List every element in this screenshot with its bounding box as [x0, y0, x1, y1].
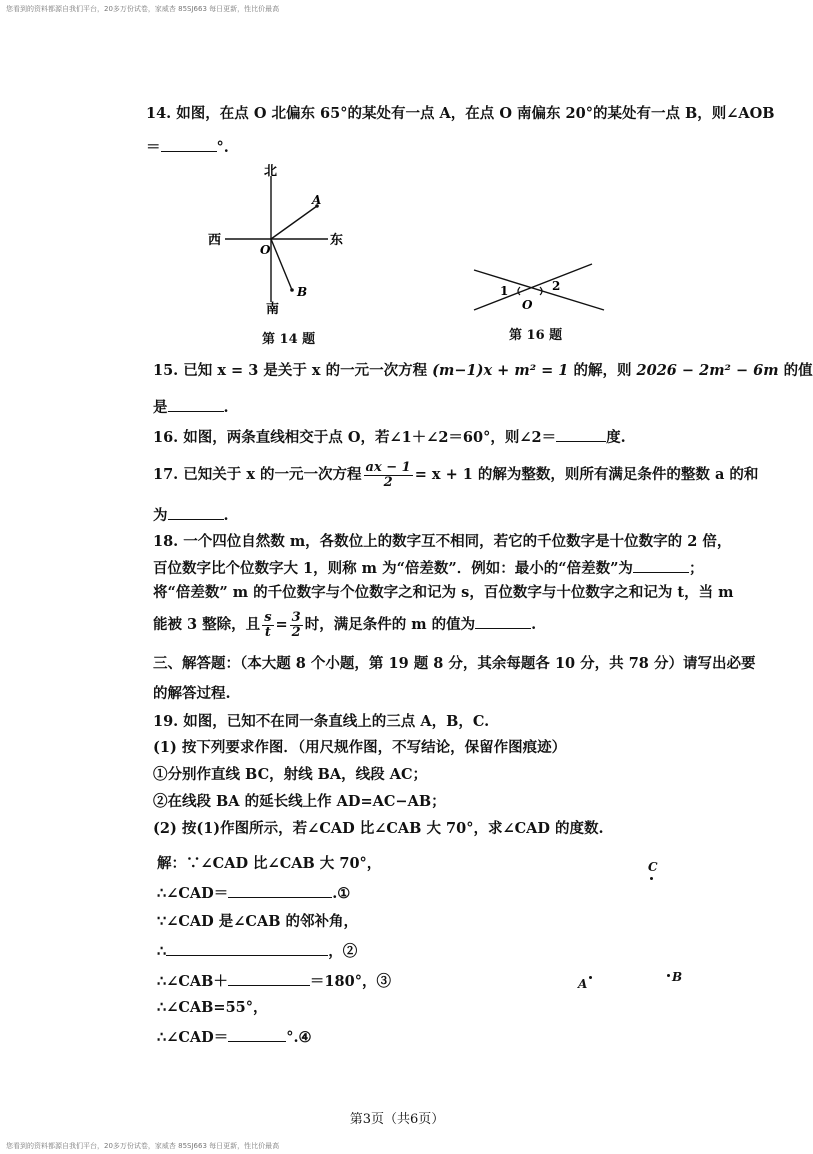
q17-mid: = x + 1 的解为整数，则所有满足条件的整数 a 的和: [414, 466, 759, 483]
q16-line: [153, 426, 626, 448]
q19-line4: ②在线段 BA 的延长线上作 AD=AC−AB；: [153, 793, 446, 810]
section3-line1: 三、解答题：（本大题 8 个小题，第 19 题 8 分，其余每题各 10 分，共 78 分）请写出必要: [153, 655, 756, 672]
q19-point-A-label: A: [578, 977, 588, 991]
fig14-north-label: 北: [264, 164, 278, 179]
q19-s5-post: ＝180°，③: [309, 973, 391, 990]
q19-answer-blank-4[interactable]: [228, 1026, 286, 1042]
q18-l4-mid: 时，满足条件的 m 的值为: [304, 616, 476, 633]
q18-frac2-num: 3: [291, 609, 301, 625]
q19-s2-post: .①: [332, 885, 351, 902]
q19-line2: (1) 按下列要求作图．（用尺规作图，不写结论，保留作图痕迹）: [153, 739, 567, 756]
section3-line2: 的解答过程.: [153, 685, 231, 702]
q19-solution-line2: [157, 882, 350, 904]
q18-l2-post: ；: [688, 560, 704, 577]
q19-solution-line1: 解：∵∠CAD 比∠CAB 大 70°，: [157, 855, 382, 872]
q17-answer-blank[interactable]: [168, 504, 224, 520]
q15-expression: 2026 − 2m² − 6m: [636, 362, 779, 379]
q19-point-A-dot: [589, 976, 592, 979]
q15-equation: (m−1)x + m² = 1: [432, 362, 569, 379]
q14-suffix: °.: [216, 139, 229, 156]
q18-frac1-den: t: [264, 624, 271, 640]
q18-l4-post: .: [531, 616, 537, 633]
q17-frac-den: 2: [383, 474, 393, 490]
q18-frac2-den: 2: [291, 624, 301, 640]
q14-answer-blank[interactable]: [161, 136, 217, 152]
figure-16: [470, 258, 610, 318]
q17-frac-num: ax − 1: [365, 459, 411, 475]
fig14-west-label: 西: [208, 233, 222, 248]
top-watermark: 您看到的资料都源自我们平台，20多万份试卷，家威杏 85SJ663 每日更新，性比价最高: [6, 5, 280, 13]
q18-fraction-s-t: [262, 611, 273, 640]
q18-frac1-num: s: [264, 609, 272, 625]
q19-solution-line6: ∴∠CAB=55°，: [157, 999, 268, 1016]
fig16-label-2: 2: [552, 279, 561, 293]
q17-line1: [153, 458, 758, 492]
q19-answer-blank-2[interactable]: [166, 940, 328, 956]
q19-solution-line5: [157, 970, 391, 992]
q15-pre: 15. 已知 x = 3 是关于 x 的一元一次方程: [153, 362, 428, 379]
q17-pre: 17. 已知关于 x 的一元一次方程: [153, 466, 362, 483]
q16-answer-blank[interactable]: [556, 426, 606, 442]
q19-s7-pre: ∴∠CAD＝: [157, 1029, 229, 1046]
q19-point-C-label: C: [648, 860, 658, 874]
q19-s5-pre: ∴∠CAB＋: [157, 973, 228, 990]
q14-prefix: ＝: [146, 139, 161, 156]
q18-answer-blank-2[interactable]: [475, 613, 531, 629]
q18-line3: 将“倍差数” m 的千位数字与个位数字之和记为 s，百位数字与十位数字之和记为 t，当 m: [153, 584, 734, 601]
fig16-caption: 第 16 题: [509, 328, 563, 343]
q19-line3: ①分别作直线 BC，射线 BA，线段 AC；: [153, 766, 428, 783]
q16-post: 度.: [606, 429, 626, 446]
q15-answer-blank[interactable]: [168, 396, 224, 412]
q18-answer-blank-1[interactable]: [633, 557, 689, 573]
q14-line2: [146, 136, 229, 158]
q19-line1: 19. 如图，已知不在同一条直线上的三点 A，B，C.: [153, 713, 490, 730]
q19-s2-pre: ∴∠CAD＝: [157, 885, 229, 902]
q19-solution-line3: ∵∠CAD 是∠CAB 的邻补角，: [157, 913, 359, 930]
q19-s7-post: °.④: [286, 1029, 312, 1046]
q17-cont-post: .: [223, 507, 229, 524]
fig16-O-label: O: [522, 298, 533, 312]
q18-equals: =: [275, 616, 288, 633]
fig14-O-label: O: [260, 243, 271, 257]
q17-fraction: [364, 461, 413, 490]
fig14-east-label: 东: [330, 233, 344, 248]
q19-solution-line4: [157, 940, 357, 962]
fig14-B-label: B: [297, 285, 308, 299]
q19-line5: (2) 按(1)作图所示，若∠CAD 比∠CAB 大 70°，求∠CAD 的度数.: [153, 820, 604, 837]
q15-post: 的值: [783, 362, 813, 379]
q19-point-B-dot: [667, 974, 670, 977]
q18-line2: [153, 557, 703, 579]
q19-answer-blank-1[interactable]: [228, 882, 332, 898]
q18-line4: [153, 608, 536, 642]
q19-s4-pre: ∴: [157, 943, 167, 960]
q18-fraction-3-2: [290, 611, 303, 640]
fig14-A-label: A: [312, 193, 322, 207]
q14-line1: 14. 如图，在点 O 北偏东 65°的某处有一点 A，在点 O 南偏东 20°的某处有一点 B，则∠AOB: [146, 105, 775, 122]
page-footer: 第3页（共6页）: [349, 1112, 445, 1127]
fig14-caption: 第 14 题: [262, 332, 316, 347]
fig14-south-label: 南: [266, 302, 280, 317]
fig16-label-1: 1: [500, 284, 509, 298]
q19-solution-line7: [157, 1026, 312, 1048]
q17-line2: [153, 504, 229, 526]
q15-line2: [153, 396, 229, 418]
q17-cont-pre: 为: [153, 507, 168, 524]
q18-l2-pre: 百位数字比个位数字大 1，则称 m 为“倍差数”．例如：最小的“倍差数”为: [153, 560, 633, 577]
q16-pre: 16. 如图，两条直线相交于点 O，若∠1＋∠2＝60°，则∠2＝: [153, 429, 557, 446]
q19-s4-post: ，②: [328, 943, 358, 960]
figure-14: [200, 160, 360, 320]
q19-point-C-dot: [650, 877, 653, 880]
q15-cont-pre: 是: [153, 399, 168, 416]
q15-line1: [153, 361, 813, 381]
q18-line1: 18. 一个四位自然数 m，各数位上的数字互不相同，若它的千位数字是十位数字的 2 倍，: [153, 533, 732, 550]
q15-mid: 的解，则: [573, 362, 632, 379]
bottom-watermark: 您看到的资料都源自我们平台，20多万份试卷，家威杏 85SJ663 每日更新，性比价最高: [6, 1142, 280, 1150]
q15-cont-post: .: [223, 399, 229, 416]
q19-answer-blank-3[interactable]: [228, 970, 310, 986]
q18-l4-pre: 能被 3 整除，且: [153, 616, 261, 633]
q19-point-B-label: B: [672, 970, 683, 984]
